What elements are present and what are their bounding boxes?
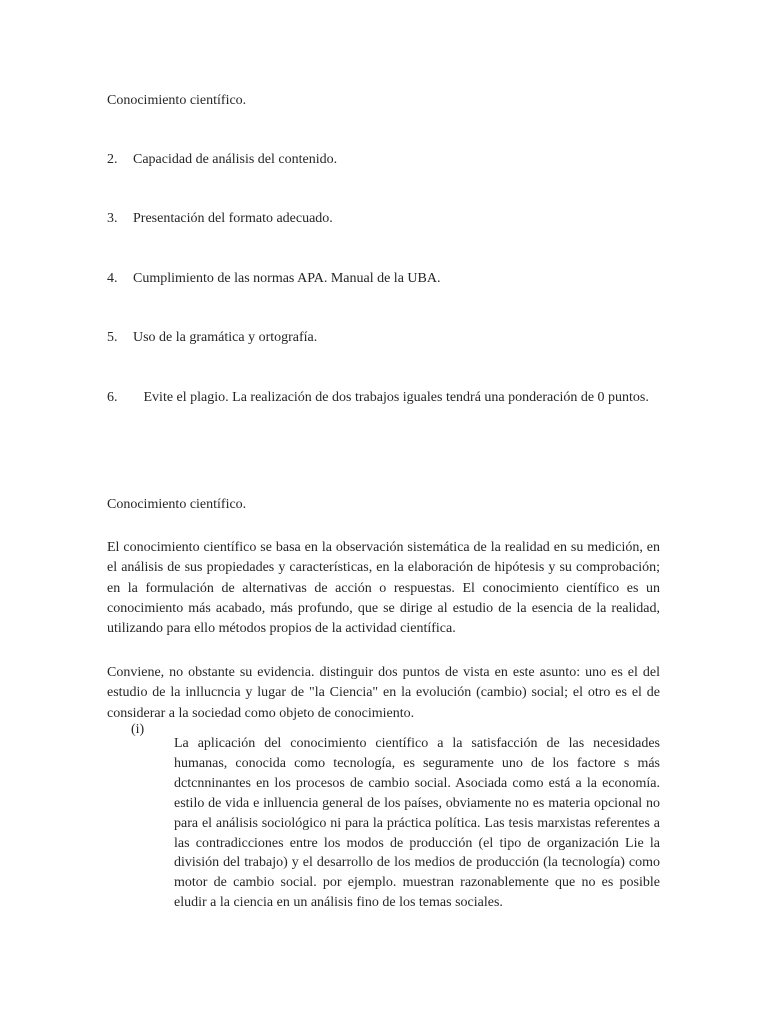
section-heading: Conocimiento científico. bbox=[107, 497, 247, 512]
paragraph-2: Conviene, no obstante su evidencia. distinguir dos puntos de vista en este asunto: uno es el del estudio de la inllucncia y lugar de "la Ciencia" en la evolución (cambio) social; el otro es el de considerar a la sociedad como objeto de conocimiento. bbox=[107, 665, 660, 721]
list-item-text: La aplicación del conocimiento científico a la satisfacción de las necesidades humanas, conocida como tecnología, es seguramente uno de los factore s más dctcnninantes en los procesos de cambio social. Asociada como está a la economía. estilo de vida e inlluencia general de los países, obviamente no es materia opcional no para el análisis sociológico ni para la práctica política. Las tesis marxistas referentes a las contradicciones entre los modos de producción (el tipo de organización Lie la división del trabajo) y el desarrollo de los medios de producción (la tecnología) como motor de cambio social. por ejemplo. muestran razonablemente que no es posible eludir a la ciencia en un análisis fino de los temas sociales. bbox=[174, 736, 660, 911]
paragraph-1: El conocimiento científico se basa en la observación sistemática de la realidad en su medición, en el análisis de sus propiedades y características, en la elaboración de hipótesis y su comprobación; en la formulación de alternativas de acción o respuestas. El conocimiento científico es un conocimiento más acabado, más profundo, que se dirige al estudio de la esencia de la realidad, utilizando para ello métodos propios de la actividad científica. bbox=[107, 540, 660, 637]
criterion-text: Presentación del formato adecuado. bbox=[133, 211, 333, 226]
criterion-number: 2. bbox=[107, 152, 118, 167]
criterion-number: 3. bbox=[107, 211, 118, 226]
criterion-text: Evite el plagio. La realización de dos trabajos iguales tendrá una ponderación de 0 puntos. bbox=[143, 390, 649, 405]
criterion-number: 5. bbox=[107, 330, 118, 345]
criterion-text: Uso de la gramática y ortografía. bbox=[133, 330, 318, 345]
criterion-text: Cumplimiento de las normas APA. Manual de la UBA. bbox=[133, 271, 441, 286]
criterion-number: 6. bbox=[107, 390, 118, 405]
list-item-label: (i) bbox=[131, 722, 145, 737]
top-heading: Conocimiento científico. bbox=[107, 93, 247, 108]
criterion-number: 4. bbox=[107, 271, 118, 286]
criterion-6 bbox=[107, 387, 660, 408]
criterion-text: Capacidad de análisis del contenido. bbox=[133, 152, 338, 167]
